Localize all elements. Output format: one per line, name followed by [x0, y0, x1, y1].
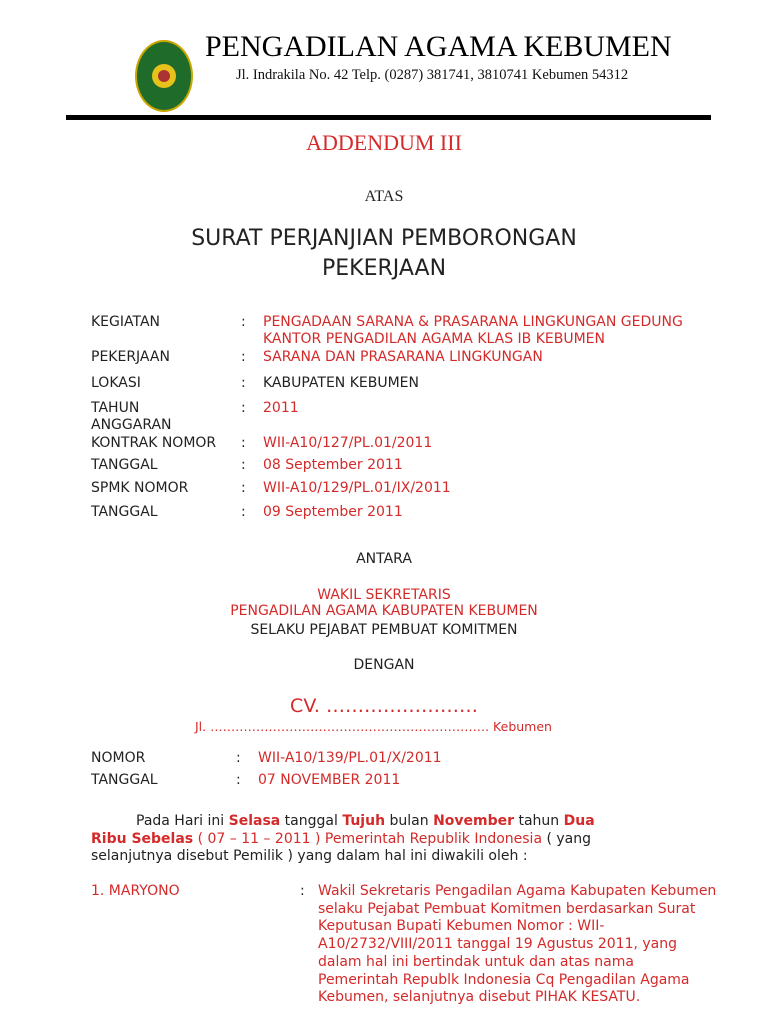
field-label: KEGIATAN	[91, 314, 161, 330]
field-value: 2011	[263, 400, 299, 416]
field-value: 08 September 2011	[263, 457, 403, 473]
field-label: LOKASI	[91, 375, 141, 391]
text: Pada Hari ini	[136, 813, 229, 829]
signatory-name: 1. MARYONO	[91, 883, 180, 899]
field-label: TANGGAL	[91, 504, 158, 520]
atas-heading: ATAS	[364, 188, 404, 205]
field-label: ANGGARAN	[91, 417, 172, 433]
text: bulan	[385, 813, 434, 829]
colon: :	[236, 750, 241, 766]
colon: :	[300, 883, 305, 899]
field-label: TAHUN	[91, 400, 140, 416]
field-value: KANTOR PENGADILAN AGAMA KLAS IB KEBUMEN	[263, 331, 605, 347]
tanggal-label: TANGGAL	[91, 772, 158, 788]
party2-address: Jl. …………………………………………………………. Kebumen	[195, 719, 552, 734]
party1-line-2: PENGADILAN AGAMA KABUPATEN KEBUMEN	[230, 603, 538, 619]
text: tanggal	[280, 813, 343, 829]
text: selanjutnya disebut Pemilik ) yang dalam hal ini diwakili oleh :	[91, 848, 528, 864]
field-label: TANGGAL	[91, 457, 158, 473]
tanggal-value: 07 NOVEMBER 2011	[258, 772, 401, 788]
colon: :	[241, 504, 246, 520]
field-label: KONTRAK NOMOR	[91, 435, 217, 451]
colon: :	[241, 435, 246, 451]
field-label: PEKERJAAN	[91, 349, 170, 365]
institution-address: Jl. Indrakila No. 42 Telp. (0287) 381741, 3810741 Kebumen 54312	[236, 67, 629, 83]
colon: :	[241, 457, 246, 473]
field-value: WII-A10/127/PL.01/2011	[263, 435, 433, 451]
opening-paragraph	[91, 813, 651, 866]
party1-line-3: SELAKU PEJABAT PEMBUAT KOMITMEN	[250, 622, 518, 638]
text: tahun	[514, 813, 564, 829]
field-value: KABUPATEN KEBUMEN	[263, 375, 419, 391]
text: ( yang	[542, 830, 592, 847]
party2-name: CV. ……………………	[290, 695, 478, 717]
dengan-heading: DENGAN	[353, 657, 415, 673]
day-text: Selasa	[228, 813, 281, 829]
colon: :	[241, 480, 246, 496]
institution-name: PENGADILAN AGAMA KEBUMEN	[205, 30, 672, 63]
colon: :	[236, 772, 241, 788]
field-value: SARANA DAN PRASARANA LINGKUNGAN	[263, 349, 543, 365]
antara-heading: ANTARA	[356, 551, 412, 567]
nomor-label: NOMOR	[91, 750, 146, 766]
addendum-title: ADDENDUM III	[306, 130, 462, 155]
court-logo	[135, 40, 193, 112]
signatory-description: Wakil Sekretaris Pengadilan Agama Kabupaten Kebumen selaku Pejabat Pembuat Komitmen berdasarkan Surat Keputusan Bupati Kebumen Nomor : WII-A10/2732/VIII/2011 tanggal 19 Agustus 2011, yang dalam hal ini bertindak untuk dan atas nama Pemerintah Republk Indonesia Cq Pengadilan Agama Kebumen, selanjutnya disebut PIHAK KESATU.	[318, 883, 717, 1006]
party1-line-1: WAKIL SEKRETARIS	[317, 587, 451, 603]
subtitle-line-2: PEKERJAAN	[321, 256, 447, 281]
colon: :	[241, 314, 246, 330]
colon: :	[241, 375, 246, 391]
year-text: Dua	[563, 813, 595, 829]
nomor-value: WII-A10/139/PL.01/X/2011	[258, 750, 442, 766]
field-label: SPMK NOMOR	[91, 480, 189, 496]
field-value: PENGADAAN SARANA & PRASARANA LINGKUNGAN GEDUNG	[263, 314, 683, 330]
letterhead-rule	[66, 115, 711, 120]
subtitle-line-1: SURAT PERJANJIAN PEMBORONGAN	[191, 226, 577, 251]
month-text: November	[433, 813, 515, 829]
field-value: 09 September 2011	[263, 504, 403, 520]
text: ( 07 – 11 – 2011 ) Pemerintah Republik Indonesia	[193, 830, 543, 847]
colon: :	[241, 349, 246, 365]
colon: :	[241, 400, 246, 416]
field-value: WII-A10/129/PL.01/IX/2011	[263, 480, 451, 496]
date-text: Tujuh	[342, 813, 386, 829]
year-text: Ribu Sebelas	[91, 830, 194, 847]
